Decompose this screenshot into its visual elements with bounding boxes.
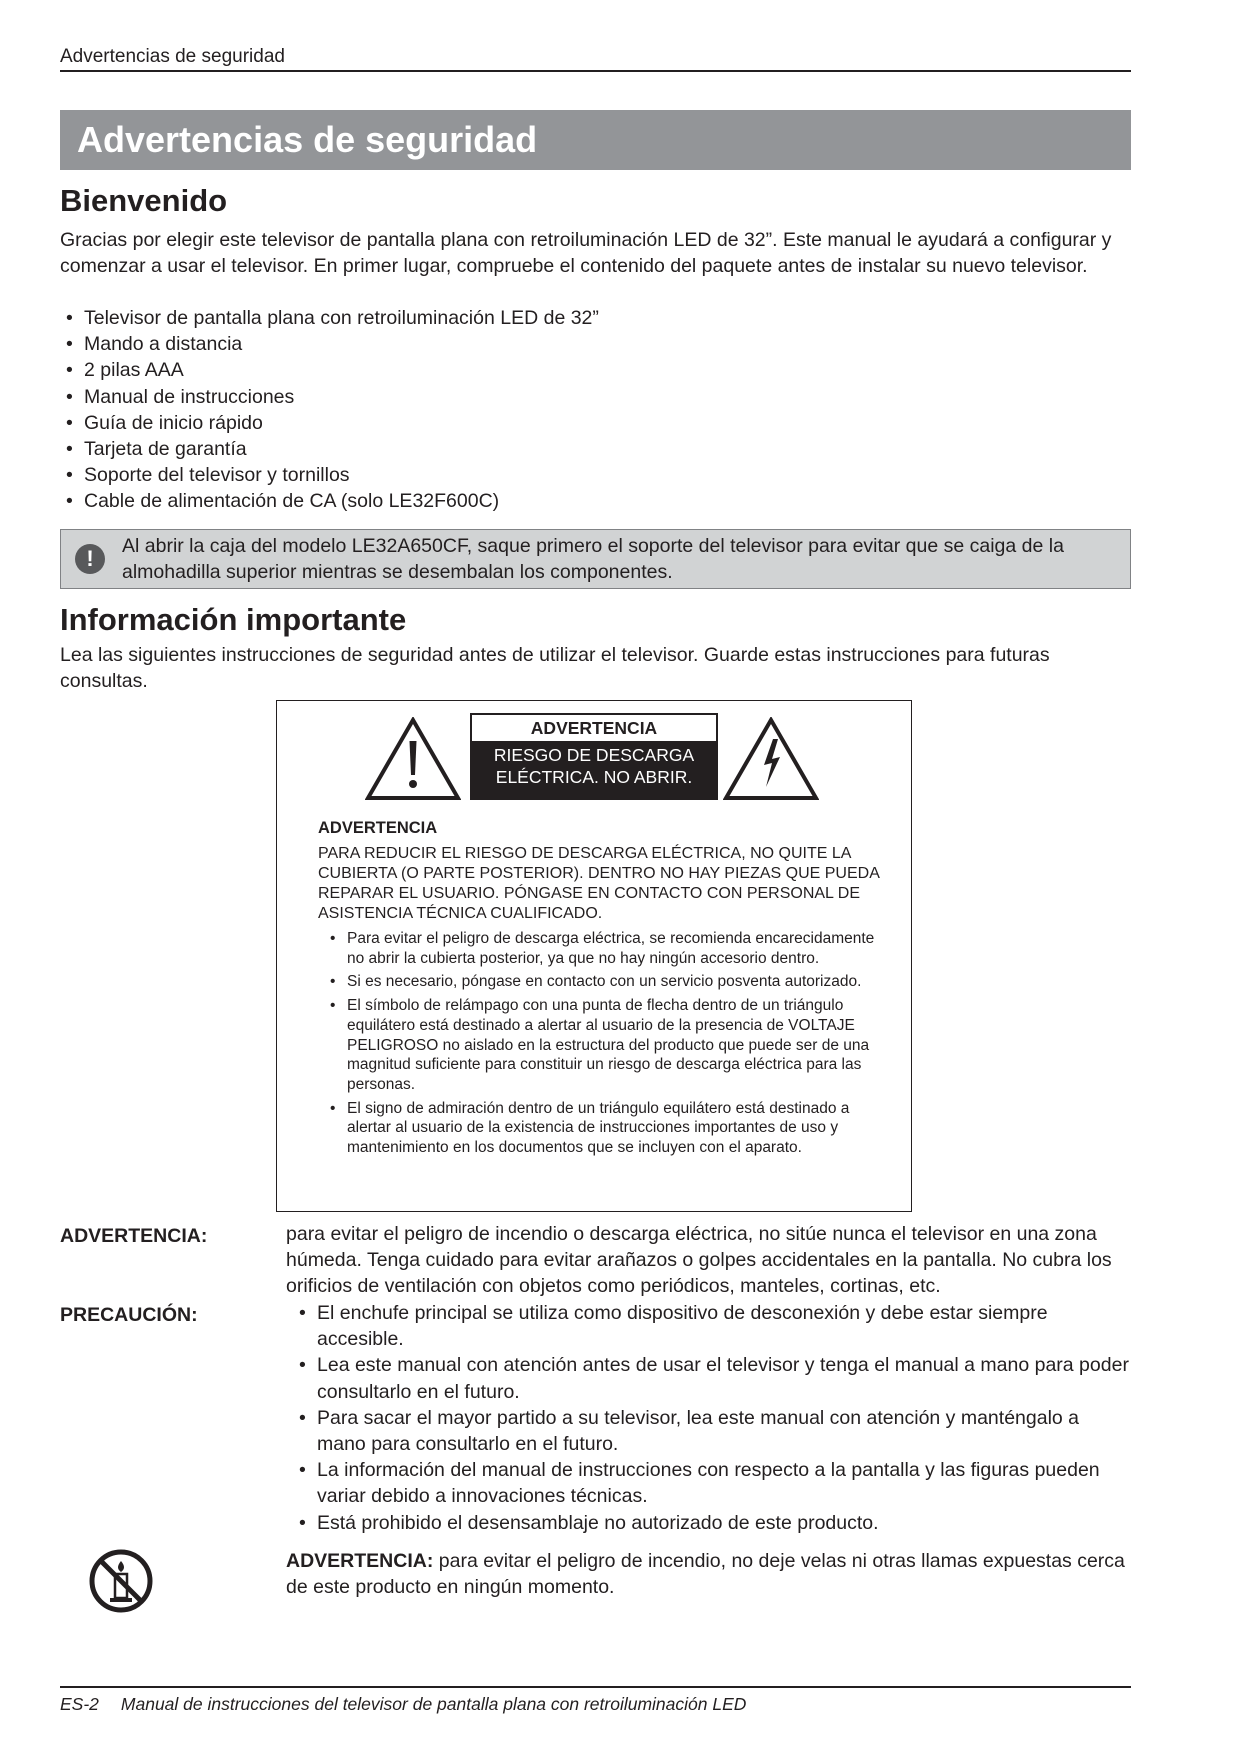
list-item: • 2 pilas AAA xyxy=(60,357,599,383)
welcome-heading: Bienvenido xyxy=(60,183,228,218)
list-item: • Cable de alimentación de CA (solo LE32F600C) xyxy=(60,488,599,514)
warning-label-title: ADVERTENCIA xyxy=(472,715,716,741)
list-item: • Televisor de pantalla plana con retroiluminación LED de 32” xyxy=(60,305,599,331)
candle-warning-label: ADVERTENCIA: xyxy=(286,1550,434,1572)
unboxing-note xyxy=(60,529,1131,589)
footer-rule xyxy=(60,1686,1131,1688)
warning-label-line: RIESGO DE DESCARGA xyxy=(493,745,695,765)
list-item: • El símbolo de relámpago con una punta de flecha dentro de un triángulo equilátero está destinado a alertar al usuario de la presencia de VOLTAJE PELIGROSO no aislado en la estructura del producto que puede ser de una magnitud suficiente para constituir un riesgo de descarga eléctrica para las personas. xyxy=(318,996,878,1095)
section-title: Advertencias de seguridad xyxy=(77,119,538,160)
precaucion-list xyxy=(286,1300,1131,1536)
footer-title: Manual de instrucciones del televisor de pantalla plana con retroiluminación LED xyxy=(120,1694,747,1714)
warning-label-body xyxy=(472,741,716,798)
page-footer xyxy=(60,1694,746,1715)
header-rule xyxy=(60,70,1131,72)
warning-caps-text: PARA REDUCIR EL RIESGO DE DESCARGA ELÉCTRICA, NO QUITE LA CUBIERTA (O PARTE POSTERIOR). DENTRO NO HAY PIEZAS QUE PUEDA REPARAR EL USUARIO. PÓNGASE EN CONTACTO CON PERSONAL DE ASISTENCIA TÉCNICA CUALIFICADO. xyxy=(318,845,879,922)
warning-title: ADVERTENCIA xyxy=(318,819,438,837)
lightning-triangle-icon xyxy=(723,717,819,801)
candle-warning-text: para evitar el peligro de incendio, no deje velas ni otras llamas expuestas cerca de este producto en ningún momento. xyxy=(286,1550,1125,1599)
warning-bullets xyxy=(318,929,878,1162)
running-header: Advertencias de seguridad xyxy=(60,46,285,67)
warning-label xyxy=(470,713,718,800)
important-intro: Lea las siguientes instrucciones de seguridad antes de utilizar el televisor. Guarde estas instrucciones para futuras consultas. xyxy=(60,644,1050,692)
advertencia-text: para evitar el peligro de incendio o descarga eléctrica, no sitúe nunca el televisor en una zona húmeda. Tenga cuidado para evitar arañazos o golpes accidentales en la pantalla. No cubra los orificios de ventilación con objetos como periódicos, manteles, cortinas, etc. xyxy=(286,1223,1112,1298)
shock-warning-box xyxy=(276,700,912,1212)
list-item: • Está prohibido el desensamblaje no autorizado de este producto. xyxy=(286,1510,1131,1536)
warning-label-line: ELÉCTRICA. NO ABRIR. xyxy=(495,767,693,787)
exclamation-triangle-icon xyxy=(365,717,461,801)
list-item: • El enchufe principal se utiliza como dispositivo de desconexión y debe estar siempre accesible. xyxy=(286,1300,1131,1352)
welcome-intro: Gracias por elegir este televisor de pantalla plana con retroiluminación LED de 32”. Este manual le ayudará a configurar y comenzar a usar el televisor. En primer lugar, compruebe el contenido del paquete antes de instalar su nuevo televisor. xyxy=(60,229,1112,277)
list-item: • La información del manual de instrucciones con respecto a la pantalla y las figuras pueden variar debido a innovaciones técnicas. xyxy=(286,1457,1131,1509)
advertencia-label: ADVERTENCIA: xyxy=(60,1225,208,1247)
list-item: • Guía de inicio rápido xyxy=(60,410,599,436)
precaucion-label: PRECAUCIÓN: xyxy=(60,1304,198,1326)
list-item: • Lea este manual con atención antes de usar el televisor y tenga el manual a mano para poder consultarlo en el futuro. xyxy=(286,1352,1131,1404)
important-heading: Información importante xyxy=(60,602,407,637)
note-text: Al abrir la caja del modelo LE32A650CF, saque primero el soporte del televisor para evitar que se caiga de la almohadilla superior mientras se desembalan los componentes. xyxy=(122,535,1064,583)
exclamation-icon: ! xyxy=(75,544,105,574)
list-item: • Manual de instrucciones xyxy=(60,384,599,410)
list-item: • Si es necesario, póngase en contacto con un servicio posventa autorizado. xyxy=(318,972,878,992)
list-item: • Mando a distancia xyxy=(60,331,599,357)
section-banner xyxy=(60,110,1131,170)
list-item: • Para evitar el peligro de descarga eléctrica, se recomienda encarecidamente no abrir la cubierta posterior, ya que no hay ningún accesorio dentro. xyxy=(318,929,878,968)
list-item: • El signo de admiración dentro de un triángulo equilátero está destinado a alertar al usuario de la existencia de instrucciones importantes de uso y mantenimiento en los documentos que se incluyen con el aparato. xyxy=(318,1099,878,1158)
package-contents-list xyxy=(60,305,599,515)
candle-warning xyxy=(286,1548,1131,1600)
list-item: • Tarjeta de garantía xyxy=(60,436,599,462)
list-item: • Para sacar el mayor partido a su televisor, lea este manual con atención y manténgalo a mano para consultarlo en el futuro. xyxy=(286,1405,1131,1457)
no-open-flame-icon xyxy=(88,1548,154,1614)
list-item: • Soporte del televisor y tornillos xyxy=(60,462,599,488)
page-number: ES-2 xyxy=(60,1694,99,1714)
